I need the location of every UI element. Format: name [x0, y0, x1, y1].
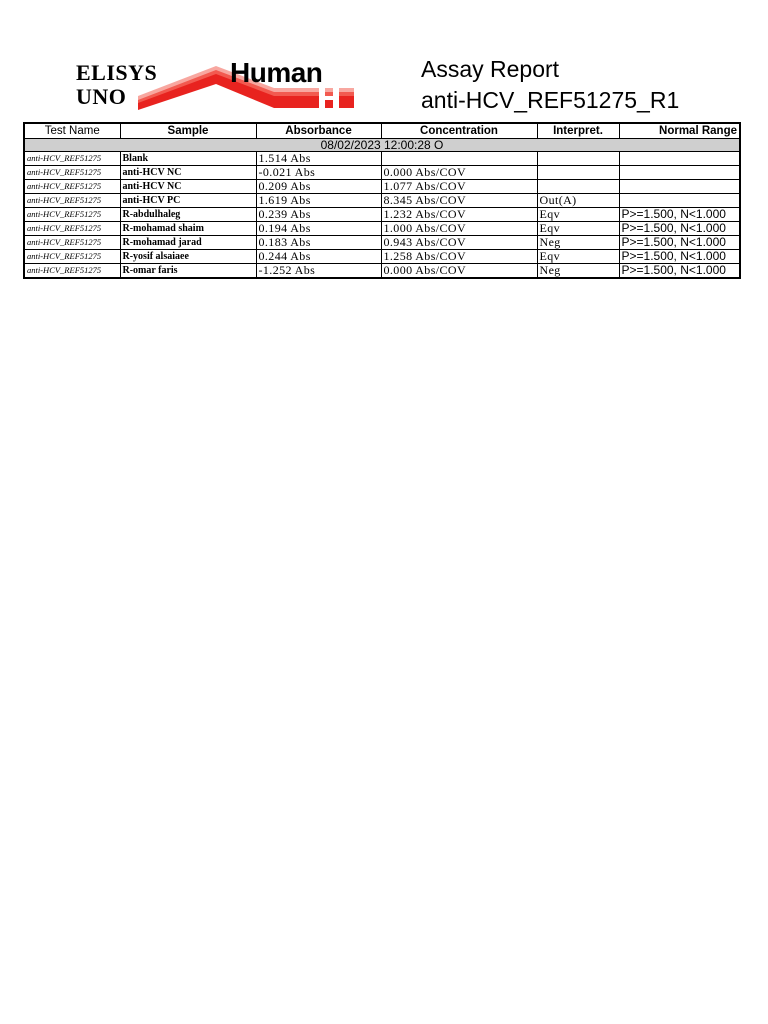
run-date-row — [24, 139, 740, 152]
cell-interpretation: Eqv — [537, 222, 619, 236]
cell-absorbance: -1.252 Abs — [256, 264, 381, 279]
cell-normal-range: P>=1.500, N<1.000 — [619, 264, 740, 279]
cell-normal-range: P>=1.500, N<1.000 — [619, 222, 740, 236]
cell-test-name: anti-HCV_REF51275 — [24, 166, 120, 180]
cell-absorbance: 0.209 Abs — [256, 180, 381, 194]
cell-interpretation: Neg — [537, 264, 619, 279]
cell-concentration: 0.000 Abs/COV — [381, 264, 537, 279]
cell-interpretation — [537, 180, 619, 194]
cell-sample: Blank — [120, 152, 256, 166]
table-header-row — [24, 123, 740, 139]
cell-interpretation: Out(A) — [537, 194, 619, 208]
logo-line-uno: UNO — [76, 84, 127, 109]
cell-concentration: 1.232 Abs/COV — [381, 208, 537, 222]
cell-sample: anti-HCV NC — [120, 180, 256, 194]
table-row — [24, 222, 740, 236]
table-row — [24, 152, 740, 166]
cell-absorbance: 1.514 Abs — [256, 152, 381, 166]
cell-normal-range — [619, 194, 740, 208]
logo-brand-human: Human — [230, 57, 323, 88]
cell-concentration: 1.258 Abs/COV — [381, 250, 537, 264]
cell-concentration: 8.345 Abs/COV — [381, 194, 537, 208]
cell-concentration: 1.077 Abs/COV — [381, 180, 537, 194]
cell-normal-range — [619, 166, 740, 180]
cell-sample: anti-HCV NC — [120, 166, 256, 180]
cell-test-name: anti-HCV_REF51275 — [24, 236, 120, 250]
assay-results-table — [23, 122, 741, 279]
cell-test-name: anti-HCV_REF51275 — [24, 208, 120, 222]
column-header-concentration: Concentration — [381, 123, 537, 139]
cell-sample: R-mohamad shaim — [120, 222, 256, 236]
cell-absorbance: 0.244 Abs — [256, 250, 381, 264]
cell-absorbance: 0.183 Abs — [256, 236, 381, 250]
cell-normal-range — [619, 152, 740, 166]
logo-line-elisys: ELISYS — [76, 60, 158, 85]
column-header-absorbance: Absorbance — [256, 123, 381, 139]
table-row — [24, 264, 740, 279]
cell-sample: R-omar faris — [120, 264, 256, 279]
cell-test-name: anti-HCV_REF51275 — [24, 222, 120, 236]
cell-concentration — [381, 152, 537, 166]
table-row — [24, 250, 740, 264]
cell-concentration: 1.000 Abs/COV — [381, 222, 537, 236]
cell-test-name: anti-HCV_REF51275 — [24, 180, 120, 194]
cell-concentration: 0.943 Abs/COV — [381, 236, 537, 250]
cell-sample: R-mohamad jarad — [120, 236, 256, 250]
column-header-test-name: Test Name — [24, 123, 120, 139]
cell-test-name: anti-HCV_REF51275 — [24, 250, 120, 264]
table-row — [24, 180, 740, 194]
column-header-normal-range: Normal Range — [619, 123, 740, 139]
run-date: 08/02/2023 12:00:28 O — [24, 139, 740, 152]
table-row — [24, 236, 740, 250]
cell-sample: R-abdulhaleg — [120, 208, 256, 222]
report-header — [0, 0, 768, 120]
cell-sample: R-yosif alsaiaee — [120, 250, 256, 264]
table-row — [24, 166, 740, 180]
table-row — [24, 194, 740, 208]
cell-test-name: anti-HCV_REF51275 — [24, 264, 120, 279]
cell-interpretation: Neg — [537, 236, 619, 250]
cell-absorbance: -0.021 Abs — [256, 166, 381, 180]
cell-normal-range: P>=1.500, N<1.000 — [619, 236, 740, 250]
cell-absorbance: 1.619 Abs — [256, 194, 381, 208]
cell-interpretation: Eqv — [537, 208, 619, 222]
cell-interpretation — [537, 166, 619, 180]
cell-normal-range: P>=1.500, N<1.000 — [619, 208, 740, 222]
column-header-sample: Sample — [120, 123, 256, 139]
cell-normal-range: P>=1.500, N<1.000 — [619, 250, 740, 264]
cell-test-name: anti-HCV_REF51275 — [24, 152, 120, 166]
cell-absorbance: 0.239 Abs — [256, 208, 381, 222]
cell-interpretation — [537, 152, 619, 166]
cell-interpretation: Eqv — [537, 250, 619, 264]
table-row — [24, 208, 740, 222]
cell-absorbance: 0.194 Abs — [256, 222, 381, 236]
cell-sample: anti-HCV PC — [120, 194, 256, 208]
report-title: Assay Report — [421, 56, 560, 82]
cell-concentration: 0.000 Abs/COV — [381, 166, 537, 180]
report-assay-name: anti-HCV_REF51275_R1 — [421, 87, 680, 113]
elisys-uno-human-logo — [76, 57, 356, 110]
column-header-interpret: Interpret. — [537, 123, 619, 139]
cell-test-name: anti-HCV_REF51275 — [24, 194, 120, 208]
cell-normal-range — [619, 180, 740, 194]
